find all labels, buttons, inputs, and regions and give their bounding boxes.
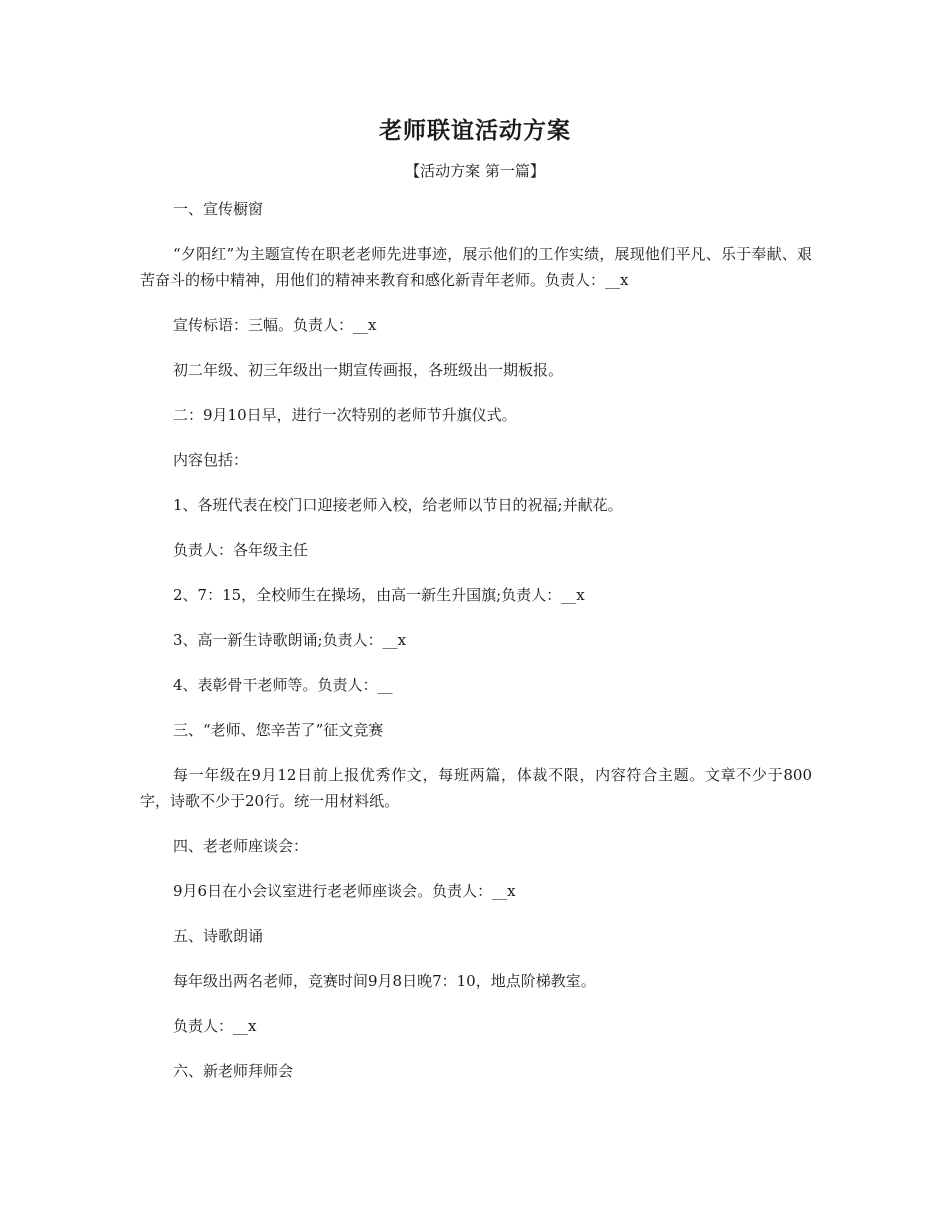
paragraph: 一、宣传橱窗 bbox=[173, 200, 264, 218]
paragraph: 五、诗歌朗诵 bbox=[173, 927, 264, 945]
document-body bbox=[140, 196, 812, 1103]
paragraph: 2、7：15，全校师生在操场，由高一新生升国旗;负责人：__x bbox=[173, 586, 585, 604]
paragraph: 9月6日在小会议室进行老老师座谈会。负责人：__x bbox=[173, 882, 516, 900]
paragraph: 4、表彰骨干老师等。负责人：__ bbox=[173, 676, 393, 694]
paragraph: 3、高一新生诗歌朗诵;负责人：__x bbox=[173, 631, 407, 649]
paragraph: 三、“老师、您辛苦了”征文竞赛 bbox=[173, 721, 384, 739]
paragraph: “夕阳红”为主题宣传在职老老师先进事迹，展示他们的工作实绩，展现他们平凡、乐于奉献、艰苦奋斗的杨中精神，用他们的精神来教育和感化新青年老师。负责人：__x bbox=[140, 245, 812, 289]
paragraph: 内容包括： bbox=[173, 451, 249, 469]
paragraph: 负责人：__x bbox=[173, 1017, 257, 1035]
paragraph: 每一年级在9月12日前上报优秀作文，每班两篇，体裁不限，内容符合主题。文章不少于800字，诗歌不少于20行。统一用材料纸。 bbox=[140, 766, 812, 810]
paragraph: 四、老老师座谈会： bbox=[173, 837, 309, 855]
paragraph: 初二年级、初三年级出一期宣传画报，各班级出一期板报。 bbox=[173, 361, 564, 379]
paragraph: 每年级出两名老师，竞赛时间9月8日晚7：10，地点阶梯教室。 bbox=[173, 972, 596, 990]
paragraph: 负责人：各年级主任 bbox=[173, 541, 309, 559]
paragraph: 二：9月10日早，进行一次特别的老师节升旗仪式。 bbox=[173, 406, 517, 424]
document-title: 老师联谊活动方案 bbox=[379, 117, 571, 144]
paragraph: 宣传标语：三幅。负责人：__x bbox=[173, 316, 377, 334]
document-subtitle: 【活动方案 第一篇】 bbox=[405, 162, 545, 180]
paragraph: 六、新老师拜师会 bbox=[173, 1062, 294, 1080]
paragraph: 1、各班代表在校门口迎接老师入校，给老师以节日的祝福;并献花。 bbox=[173, 496, 623, 514]
